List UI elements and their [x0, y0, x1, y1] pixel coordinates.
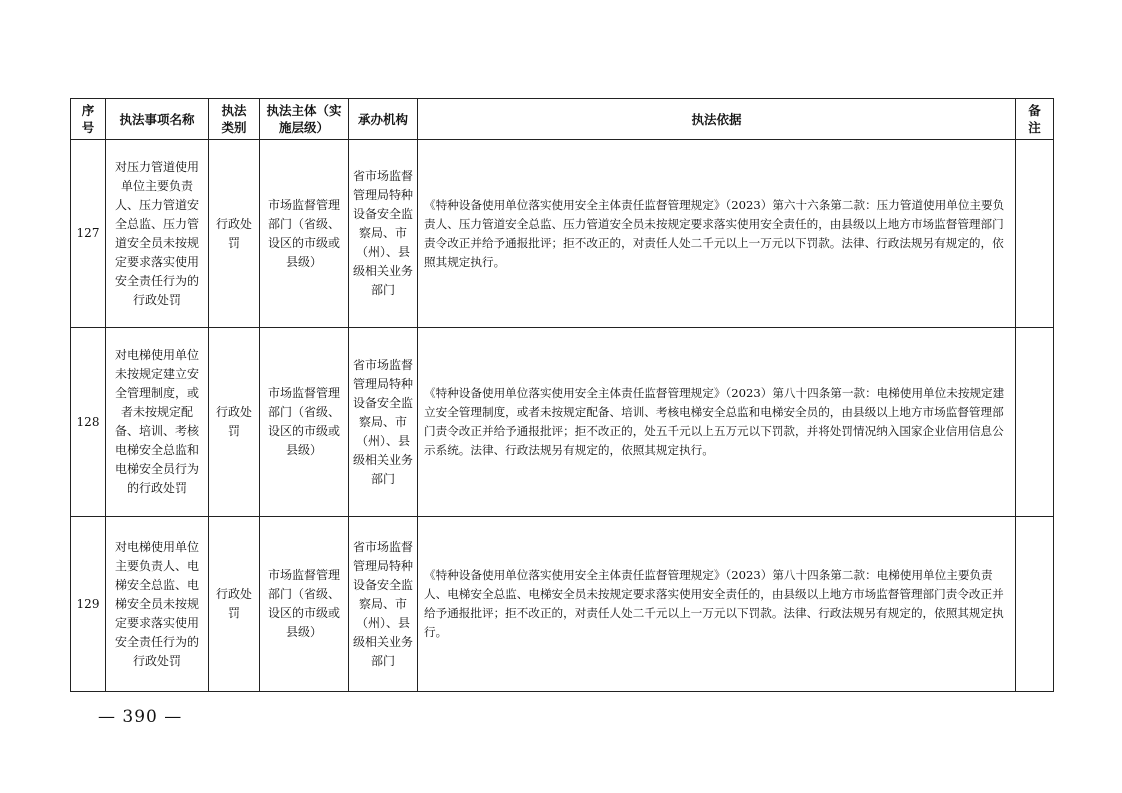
- row-type: 行政处罚: [209, 328, 260, 517]
- row-subject: 市场监督管理部门（省级、设区的市级或县级）: [260, 328, 349, 517]
- row-note: [1016, 517, 1054, 692]
- page-number: — 390 —: [98, 707, 183, 727]
- header-note-text: 备注: [1028, 103, 1041, 135]
- header-type-text: 执法类别: [221, 103, 247, 135]
- row-basis: 《特种设备使用单位落实使用安全主体责任监督管理规定》（2023）第八十四条第一款：电梯使用单位未按规定建立安全管理制度，或者未按规定配备、培训、考核电梯安全总监和电梯安全员的，由县级以上地方市场监督管理部门责令改正并给予通报批评；拒不改正的，处五千元以上五万元以下罚款，并将处罚情况纳入国家企业信用信息公示系统。法律、行政法规另有规定的，依照其规定执行。: [418, 328, 1016, 517]
- law-enforcement-table: [70, 98, 1054, 692]
- header-type: [209, 99, 260, 140]
- row-item-name: 对电梯使用单位主要负责人、电梯安全总监、电梯安全员未按规定要求落实使用安全责任行为的行政处罚: [106, 517, 209, 692]
- header-subject: [260, 99, 349, 140]
- header-dept-text: 承办机构: [357, 111, 408, 127]
- table-row: [71, 517, 1054, 692]
- row-num: 129: [71, 517, 106, 692]
- row-dept: 省市场监督管理局特种设备安全监察局、市（州）、县级相关业务部门: [349, 517, 418, 692]
- row-note: [1016, 328, 1054, 517]
- row-note: [1016, 140, 1054, 328]
- row-basis: 《特种设备使用单位落实使用安全主体责任监督管理规定》（2023）第六十六条第二款：压力管道使用单位主要负责人、压力管道安全总监、压力管道安全员未按规定要求落实使用安全责任的，由县级以上地方市场监督管理部门责令改正并给予通报批评；拒不改正的，对责任人处二千元以上一万元以下罚款。法律、行政法规另有规定的，依照其规定执行。: [418, 140, 1016, 328]
- row-type: 行政处罚: [209, 140, 260, 328]
- header-num-text: 序号: [81, 103, 95, 135]
- row-type: 行政处罚: [209, 517, 260, 692]
- row-subject: 市场监督管理部门（省级、设区的市级或县级）: [260, 517, 349, 692]
- row-dept: 省市场监督管理局特种设备安全监察局、市（州）、县级相关业务部门: [349, 328, 418, 517]
- header-subject-text: 执法主体（实施层级）: [266, 103, 342, 135]
- table-row: [71, 140, 1054, 328]
- header-note: [1016, 99, 1054, 140]
- header-basis-text: 执法依据: [691, 111, 742, 127]
- row-item-name: 对电梯使用单位未按规定建立安全管理制度，或者未按规定配备、培训、考核电梯安全总监和电梯安全员行为的行政处罚: [106, 328, 209, 517]
- row-subject: 市场监督管理部门（省级、设区的市级或县级）: [260, 140, 349, 328]
- header-num: [71, 99, 106, 140]
- header-row: [71, 99, 1054, 140]
- row-num: 128: [71, 328, 106, 517]
- row-item-name: 对压力管道使用单位主要负责人、压力管道安全总监、压力管道安全员未按规定要求落实使用安全责任行为的行政处罚: [106, 140, 209, 328]
- header-name-text: 执法事项名称: [119, 111, 195, 127]
- row-num: 127: [71, 140, 106, 328]
- table-row: [71, 328, 1054, 517]
- header-basis: [418, 99, 1016, 140]
- header-dept: [349, 99, 418, 140]
- row-dept: 省市场监督管理局特种设备安全监察局、市（州）、县级相关业务部门: [349, 140, 418, 328]
- header-name: [106, 99, 209, 140]
- row-basis: 《特种设备使用单位落实使用安全主体责任监督管理规定》（2023）第八十四条第二款：电梯使用单位主要负责人、电梯安全总监、电梯安全员未按规定要求落实使用安全责任的，由县级以上地方市场监督管理部门责令改正并给予通报批评；拒不改正的，对责任人处二千元以上一万元以下罚款。法律、行政法规另有规定的，依照其规定执行。: [418, 517, 1016, 692]
